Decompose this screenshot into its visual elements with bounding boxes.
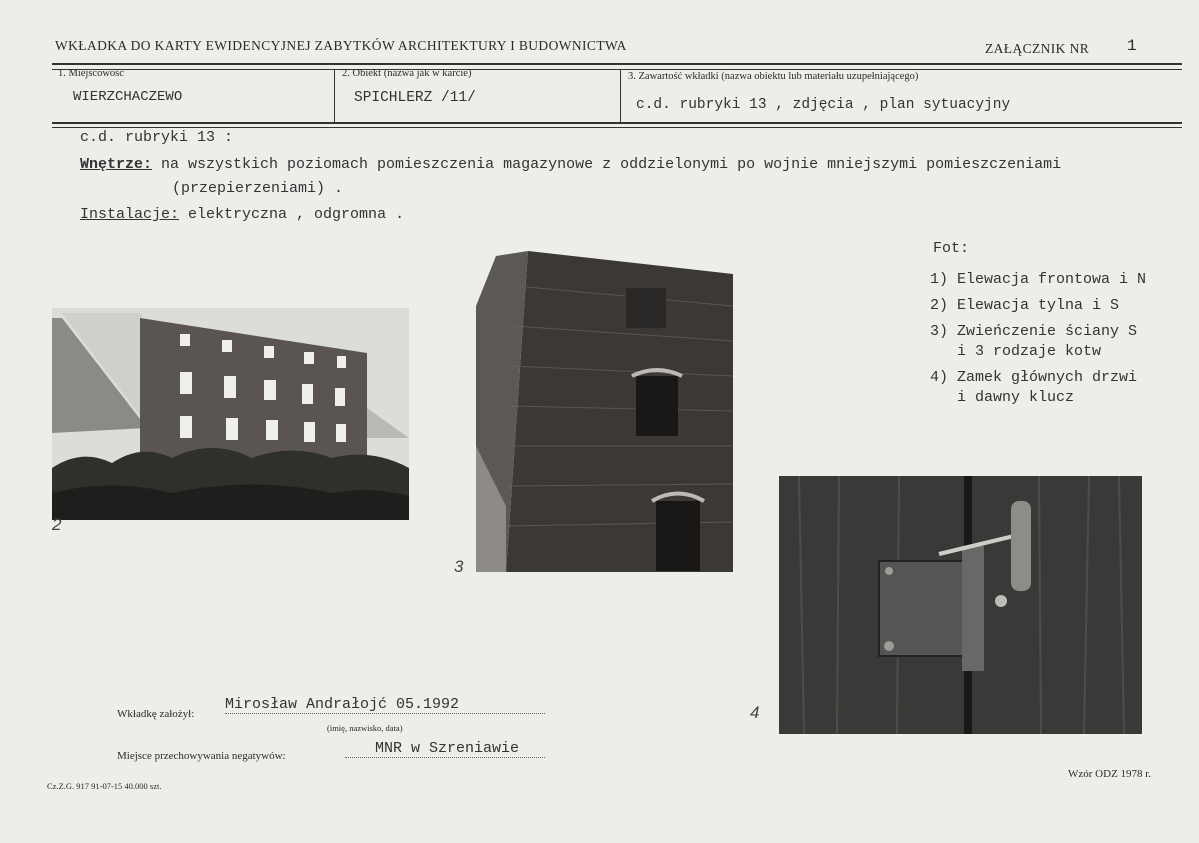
install-label: Instalacje:: [80, 206, 180, 223]
photo-granary-rear-elevation: [52, 308, 409, 520]
body-line-1: c.d. rubryki 13 :: [80, 129, 234, 146]
photo-list-item: 2) Elewacja tylna i S: [930, 297, 1120, 314]
interior-paragraph: [80, 156, 1061, 173]
photo-list-item: 1) Elewacja frontowa i N: [930, 271, 1147, 288]
header-bottom-rule-thin: [52, 127, 1182, 128]
photo-list-heading: Fot:: [933, 240, 970, 257]
photo-list-item: i dawny klucz: [930, 389, 1075, 406]
founded-by-label: Wkładkę założył:: [117, 708, 195, 720]
photo-number: 3: [454, 557, 464, 576]
install-text: elektryczna , odgromna .: [179, 206, 405, 223]
install-paragraph: [80, 206, 404, 223]
form-title: WKŁADKA DO KARTY EWIDENCYJNEJ ZABYTKÓW ARCHITEKTURY I BUDOWNICTWA: [55, 38, 627, 53]
header-top-rule: [52, 63, 1182, 65]
photo-list: [930, 267, 1146, 411]
founded-by-hint: (imię, nazwisko, data): [327, 723, 403, 733]
founded-by-value: Mirosław Andrałojć 05.1992: [225, 696, 545, 714]
header-top-rule-thin: [52, 69, 1182, 70]
annex-label: ZAŁĄCZNIK NR: [985, 41, 1090, 56]
photo-number: 2: [52, 515, 62, 534]
print-info: Cz.Z.G. 917 91-07-15 40.000 szt.: [47, 781, 162, 791]
photo-list-item: 3) Zwieńczenie ściany S: [930, 323, 1138, 340]
photo-list-item: i 3 rodzaje kotw: [930, 343, 1102, 360]
field-2-value: SPICHLERZ /11/: [354, 90, 476, 106]
field-3-label: 3. Zawartość wkładki (nazwa obiektu lub materiału uzupełniającego): [628, 71, 919, 82]
photo-list-item: 4) Zamek głównych drzwi: [930, 369, 1138, 386]
field-1-label: 1. Miejscowość: [58, 68, 124, 79]
negatives-label: Miejsce przechowywania negatywów:: [117, 750, 286, 762]
annex-number: 1: [1127, 37, 1137, 55]
field-divider-2: [620, 69, 621, 123]
header-bottom-rule: [52, 122, 1182, 124]
field-2-label: 2. Obiekt (nazwa jak w karcie): [342, 68, 472, 79]
field-1-value: WIERZCHACZEWO: [73, 89, 183, 105]
photo-wall-crown: [476, 246, 733, 572]
field-divider-1: [334, 69, 335, 123]
negatives-value: MNR w Szreniawie: [345, 740, 545, 758]
interior-text-continued: (przepierzeniami) .: [172, 180, 344, 197]
interior-label: Wnętrze:: [80, 156, 153, 173]
field-3-value: c.d. rubryki 13 , zdjęcia , plan sytuacyjny: [636, 97, 1011, 113]
photo-number: 4: [750, 703, 760, 722]
form-template-info: Wzór ODZ 1978 r.: [1068, 768, 1152, 780]
photo-door-lock: [779, 476, 1142, 734]
interior-text: na wszystkich poziomach pomieszczenia magazynowe z oddzielonymi po wojnie mniejszymi pomieszczeniami: [152, 156, 1062, 173]
